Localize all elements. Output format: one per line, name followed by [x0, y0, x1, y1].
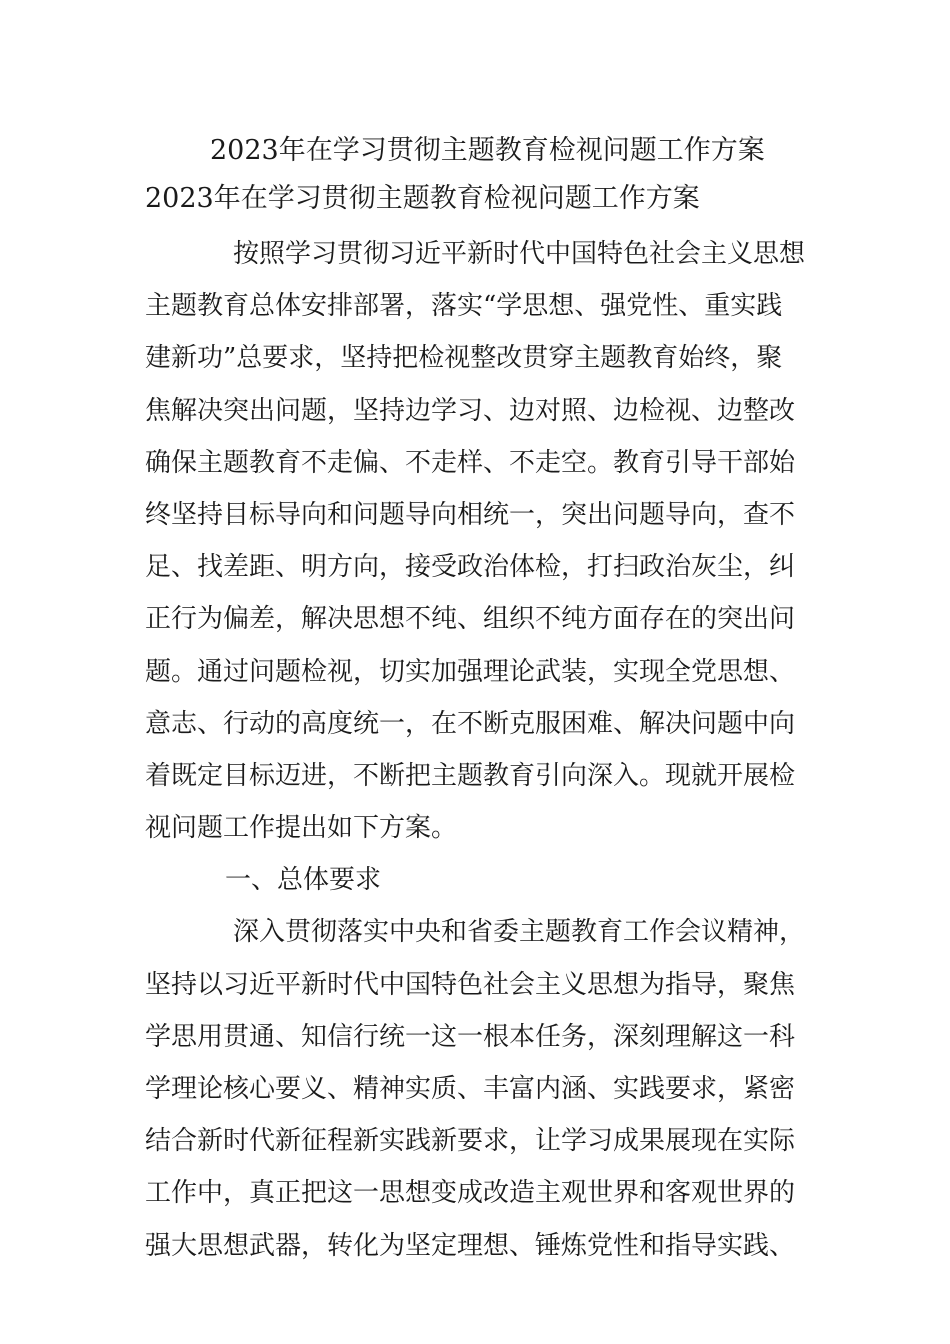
- document-title: 2023年在学习贯彻主题教育检视问题工作方案: [210, 135, 765, 166]
- paragraph-line: 按照学习贯彻习近平新时代中国特色社会主义思想: [233, 239, 806, 269]
- paragraph-line: 结合新时代新征程新实践新要求，让学习成果展现在实际: [145, 1126, 796, 1157]
- paragraph-line: 确保主题教育不走偏、不走样、不走空。教育引导干部始: [145, 447, 796, 478]
- paragraph-line: 意志、行动的高度统一，在不断克服困难、解决问题中向: [145, 708, 796, 739]
- paragraph-line: 题。通过问题检视，切实加强理论武装，实现全党思想、: [145, 656, 796, 687]
- document-body: [145, 228, 810, 1272]
- paragraph-line: 建新功”总要求，坚持把检视整改贯穿主题教育始终，聚: [145, 343, 783, 374]
- paragraph-line: 学理论核心要义、精神实质、丰富内涵、实践要求，紧密: [145, 1074, 796, 1104]
- paragraph-line: 正行为偏差，解决思想不纯、组织不纯方面存在的突出问: [145, 604, 796, 635]
- paragraph-line: 主题教育总体安排部署，落实“学思想、强党性、重实践: [145, 291, 783, 322]
- paragraph-line: 着既定目标迈进，不断把主题教育引向深入。现就开展检: [145, 760, 796, 791]
- paragraph-line: 视问题工作提出如下方案。: [145, 813, 458, 844]
- paragraph-line: 工作中，真正把这一思想变成改造主观世界和客观世界的: [145, 1178, 796, 1209]
- section-heading: 一、总体要求: [225, 865, 382, 896]
- paragraph-line: 深入贯彻落实中央和省委主题教育工作会议精神，: [233, 917, 806, 948]
- paragraph-line: 学思用贯通、知信行统一这一根本任务，深刻理解这一科: [145, 1021, 796, 1052]
- paragraph-line: 足、找差距、明方向，接受政治体检，打扫政治灰尘，纠: [145, 552, 796, 583]
- paragraph-line: 焦解决突出问题，坚持边学习、边对照、边检视、边整改: [145, 395, 796, 426]
- paragraph-line: 强大思想武器，转化为坚定理想、锤炼党性和指导实践、: [145, 1230, 796, 1261]
- paragraph-line: 坚持以习近平新时代中国特色社会主义思想为指导，聚焦: [145, 969, 796, 1000]
- document-subtitle: 2023年在学习贯彻主题教育检视问题工作方案: [145, 183, 700, 214]
- paragraph-line: 终坚持目标导向和问题导向相统一，突出问题导向，查不: [145, 499, 796, 530]
